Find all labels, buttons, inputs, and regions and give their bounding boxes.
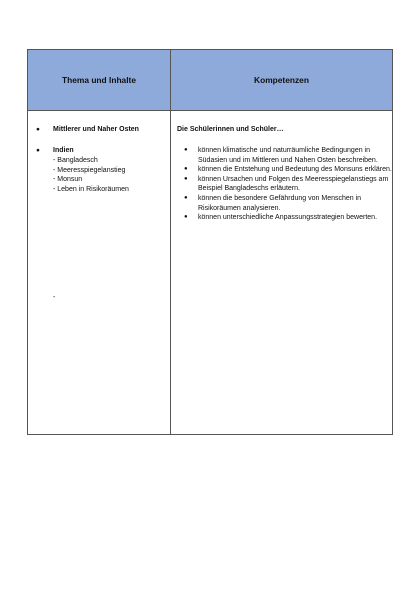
topic-subitems	[53, 156, 129, 194]
topics-cell	[28, 111, 170, 434]
competencies-intro: Die Schülerinnen und Schüler…	[177, 126, 284, 133]
bullet-icon: ●	[36, 147, 40, 154]
table-header-row	[28, 50, 392, 111]
subitem: - Meeresspiegelanstieg	[53, 166, 126, 174]
header-topics: Thema und Inhalte	[62, 75, 136, 85]
competency-text: können Ursachen und Folgen des Meeresspiegelanstiegs am Beispiel Bangladeschs erläutern.	[198, 175, 389, 193]
topic-label: Mittlerer und Naher Osten	[53, 126, 139, 133]
curriculum-table	[27, 49, 393, 435]
header-competencies: Kompetenzen	[254, 75, 309, 85]
bullet-icon: ●	[184, 147, 188, 153]
competency-item	[171, 165, 393, 175]
subitem: - Monsun	[53, 176, 83, 184]
competency-text: können unterschiedliche Anpassungsstrategien bewerten.	[198, 214, 378, 222]
subitem: - Leben in Risikoräumen	[53, 185, 129, 193]
competency-text: können die Entstehung und Bedeutung des Monsuns erklären.	[198, 166, 392, 174]
bullet-icon: ●	[184, 166, 188, 173]
bullet-icon: ●	[184, 214, 188, 221]
competency-item	[171, 194, 393, 213]
competencies-list	[171, 146, 393, 223]
trailing-dash: -	[53, 294, 56, 301]
competency-text: können klimatische und naturräumliche Bedingungen in Südasien und im Mittleren und Nahen Osten beschreiben.	[198, 147, 378, 164]
bullet-icon: ●	[36, 126, 40, 133]
topic-label: Indien	[53, 147, 74, 154]
competency-item	[171, 146, 393, 165]
competency-item	[171, 175, 393, 194]
competency-text: können die besondere Gefährdung von Menschen in Risikoräumen analysieren.	[198, 194, 362, 212]
competencies-cell	[171, 111, 392, 434]
competency-item	[171, 213, 393, 223]
bullet-icon: ●	[184, 194, 188, 201]
bullet-icon: ●	[184, 175, 188, 182]
subitem: - Bangladesch	[53, 157, 98, 164]
